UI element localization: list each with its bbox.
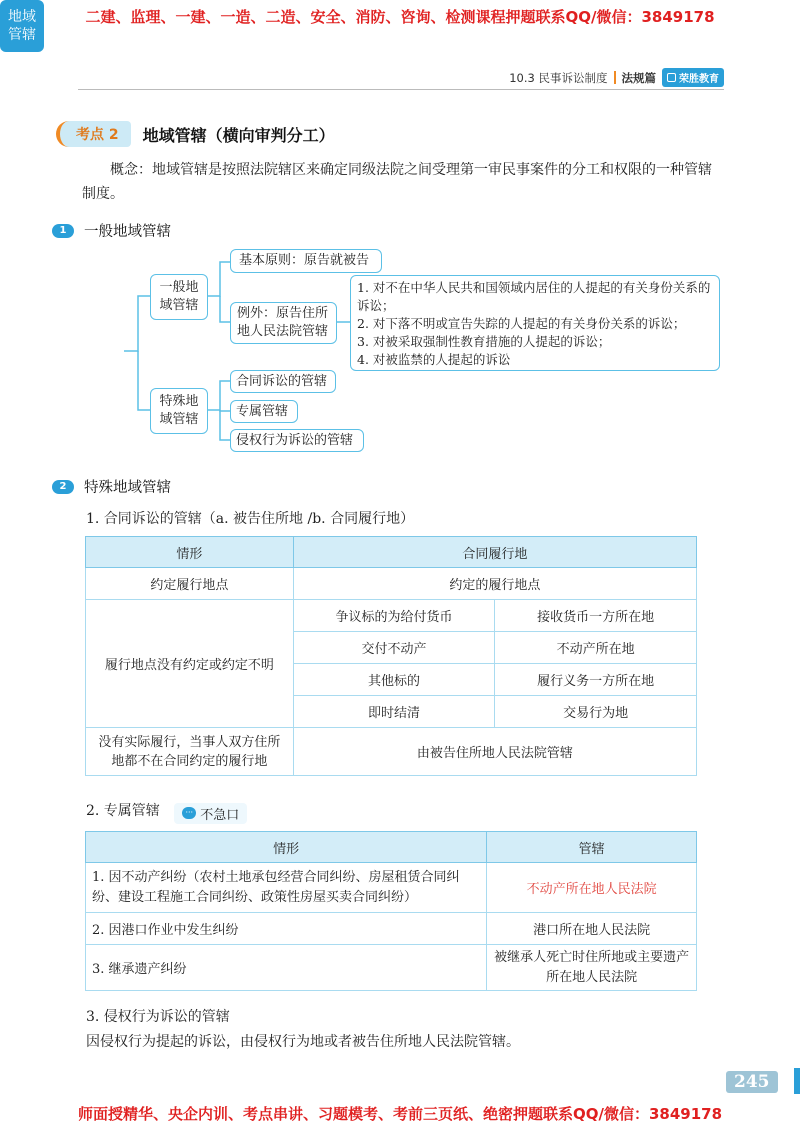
mindmap-special-tort: 侵权行为诉讼的管辖 — [230, 429, 364, 452]
table-row — [86, 863, 697, 913]
promo-banner-top: 二建、监理、一建、一造、二造、安全、消防、咨询、检测课程押题联系QQ/微信：3849178 — [85, 8, 715, 26]
exception-case: 2. 对下落不明或宣告失踪的人提起的有关身份关系的诉讼； — [357, 316, 686, 331]
table-cell: 交易行为地 — [495, 696, 697, 728]
section-number: 1 — [52, 224, 74, 238]
promo-banner-bottom: 师面授精华、央企内训、考点串讲、习题模考、考前三页纸、绝密押题联系QQ/微信：3849178 — [77, 1105, 723, 1123]
exception-case: 3. 对被采取强制性教育措施的人提起的诉讼； — [357, 334, 611, 349]
page-number: 245 — [726, 1071, 778, 1093]
exception-case: 1. 对不在中华人民共和国领域内居住的人提起的有关身份关系的诉讼； — [357, 280, 711, 313]
exclusive-heading — [86, 800, 247, 824]
running-head — [78, 66, 724, 90]
tort-paragraph: 因侵权行为提起的诉讼，由侵权行为地或者被告住所地人民法院管辖。 — [86, 1034, 520, 1050]
brand-logo — [662, 68, 724, 87]
table-row — [86, 568, 697, 600]
table-cell: 约定的履行地点 — [293, 568, 696, 600]
mindmap-exception-cases — [350, 275, 720, 371]
running-head-separator — [614, 71, 616, 84]
running-head-rule — [78, 89, 724, 90]
table-cell: 港口所在地人民法院 — [487, 913, 697, 945]
table-cell: 其他标的 — [293, 664, 495, 696]
exam-point-heading — [56, 121, 335, 147]
section-number: 2 — [52, 480, 74, 494]
chapter-label: 10.3 民事诉讼制度 — [509, 70, 608, 85]
chat-icon: ··· — [182, 807, 196, 819]
mnemonic-text: 不急口 — [200, 807, 240, 823]
table-cell: 3. 继承遗产纠纷 — [86, 945, 487, 991]
table-header: 情形 — [86, 832, 487, 863]
table-cell: 由被告住所地人民法院管辖 — [293, 728, 696, 776]
table-header: 合同履行地 — [293, 537, 696, 568]
table-cell: 交付不动产 — [293, 632, 495, 664]
exclusive-table — [85, 831, 697, 991]
table-cell: 被继承人死亡时住所地或主要遗产所在地人民法院 — [487, 945, 697, 991]
table-cell: 不动产所在地 — [495, 632, 697, 664]
section-heading-general — [52, 220, 171, 241]
table-cell: 履行义务一方所在地 — [495, 664, 697, 696]
mindmap-root: 地域管辖 — [0, 0, 44, 52]
concept-paragraph: 概念：地域管辖是按照法院辖区来确定同级法院之间受理第一审民事案件的分工和权限的一种管辖制度。 — [82, 162, 712, 202]
table-cell: 不动产所在地人民法院 — [487, 863, 697, 913]
table-cell: 接收货币一方所在地 — [495, 600, 697, 632]
exam-point-title: 地域管辖（横向审判分工） — [142, 125, 335, 145]
page-corner-tab — [794, 1068, 800, 1094]
table-row — [86, 945, 697, 991]
table-header: 管辖 — [487, 832, 697, 863]
contract-heading: 1. 合同诉讼的管辖（a. 被告住所地 /b. 合同履行地） — [86, 511, 415, 527]
brand-icon — [667, 73, 676, 82]
tort-heading: 3. 侵权行为诉讼的管辖 — [86, 1009, 230, 1025]
table-cell: 履行地点没有约定或约定不明 — [86, 600, 294, 728]
mindmap-general: 一般地域管辖 — [150, 274, 208, 320]
running-head-right — [509, 68, 724, 87]
table-header: 情形 — [86, 537, 294, 568]
table-header-row — [86, 832, 697, 863]
exclusive-title: 2. 专属管辖 — [86, 803, 160, 819]
mindmap-special-contract: 合同诉讼的管辖 — [230, 370, 336, 393]
exam-point-badge: 考点 2 — [56, 121, 131, 147]
brand-name: 荣胜教育 — [679, 74, 719, 85]
section-title: 特殊地域管辖 — [84, 480, 171, 496]
part-label: 法规篇 — [621, 70, 656, 85]
table-cell: 争议标的为给付货币 — [293, 600, 495, 632]
contract-table — [85, 536, 697, 776]
table-cell: 即时结清 — [293, 696, 495, 728]
table-row — [86, 728, 697, 776]
section-heading-special — [52, 476, 171, 497]
table-cell: 约定履行地点 — [86, 568, 294, 600]
table-cell: 没有实际履行，当事人双方住所地都不在合同约定的履行地 — [86, 728, 294, 776]
mindmap-special: 特殊地域管辖 — [150, 388, 208, 434]
table-row — [86, 913, 697, 945]
section-title: 一般地域管辖 — [84, 224, 171, 240]
mindmap-special-exclusive: 专属管辖 — [230, 400, 298, 423]
table-row — [86, 600, 697, 632]
table-header-row — [86, 537, 697, 568]
exception-case: 4. 对被监禁的人提起的诉讼 — [357, 352, 511, 367]
table-cell: 1. 因不动产纠纷（农村土地承包经营合同纠纷、房屋租赁合同纠纷、建设工程施工合同纠纷、政策性房屋买卖合同纠纷） — [86, 863, 487, 913]
mindmap-principle: 基本原则：原告就被告 — [230, 249, 382, 273]
table-cell: 2. 因港口作业中发生纠纷 — [86, 913, 487, 945]
mindmap-exception: 例外：原告住所地人民法院管辖 — [230, 302, 337, 344]
mnemonic-tip — [174, 803, 247, 824]
